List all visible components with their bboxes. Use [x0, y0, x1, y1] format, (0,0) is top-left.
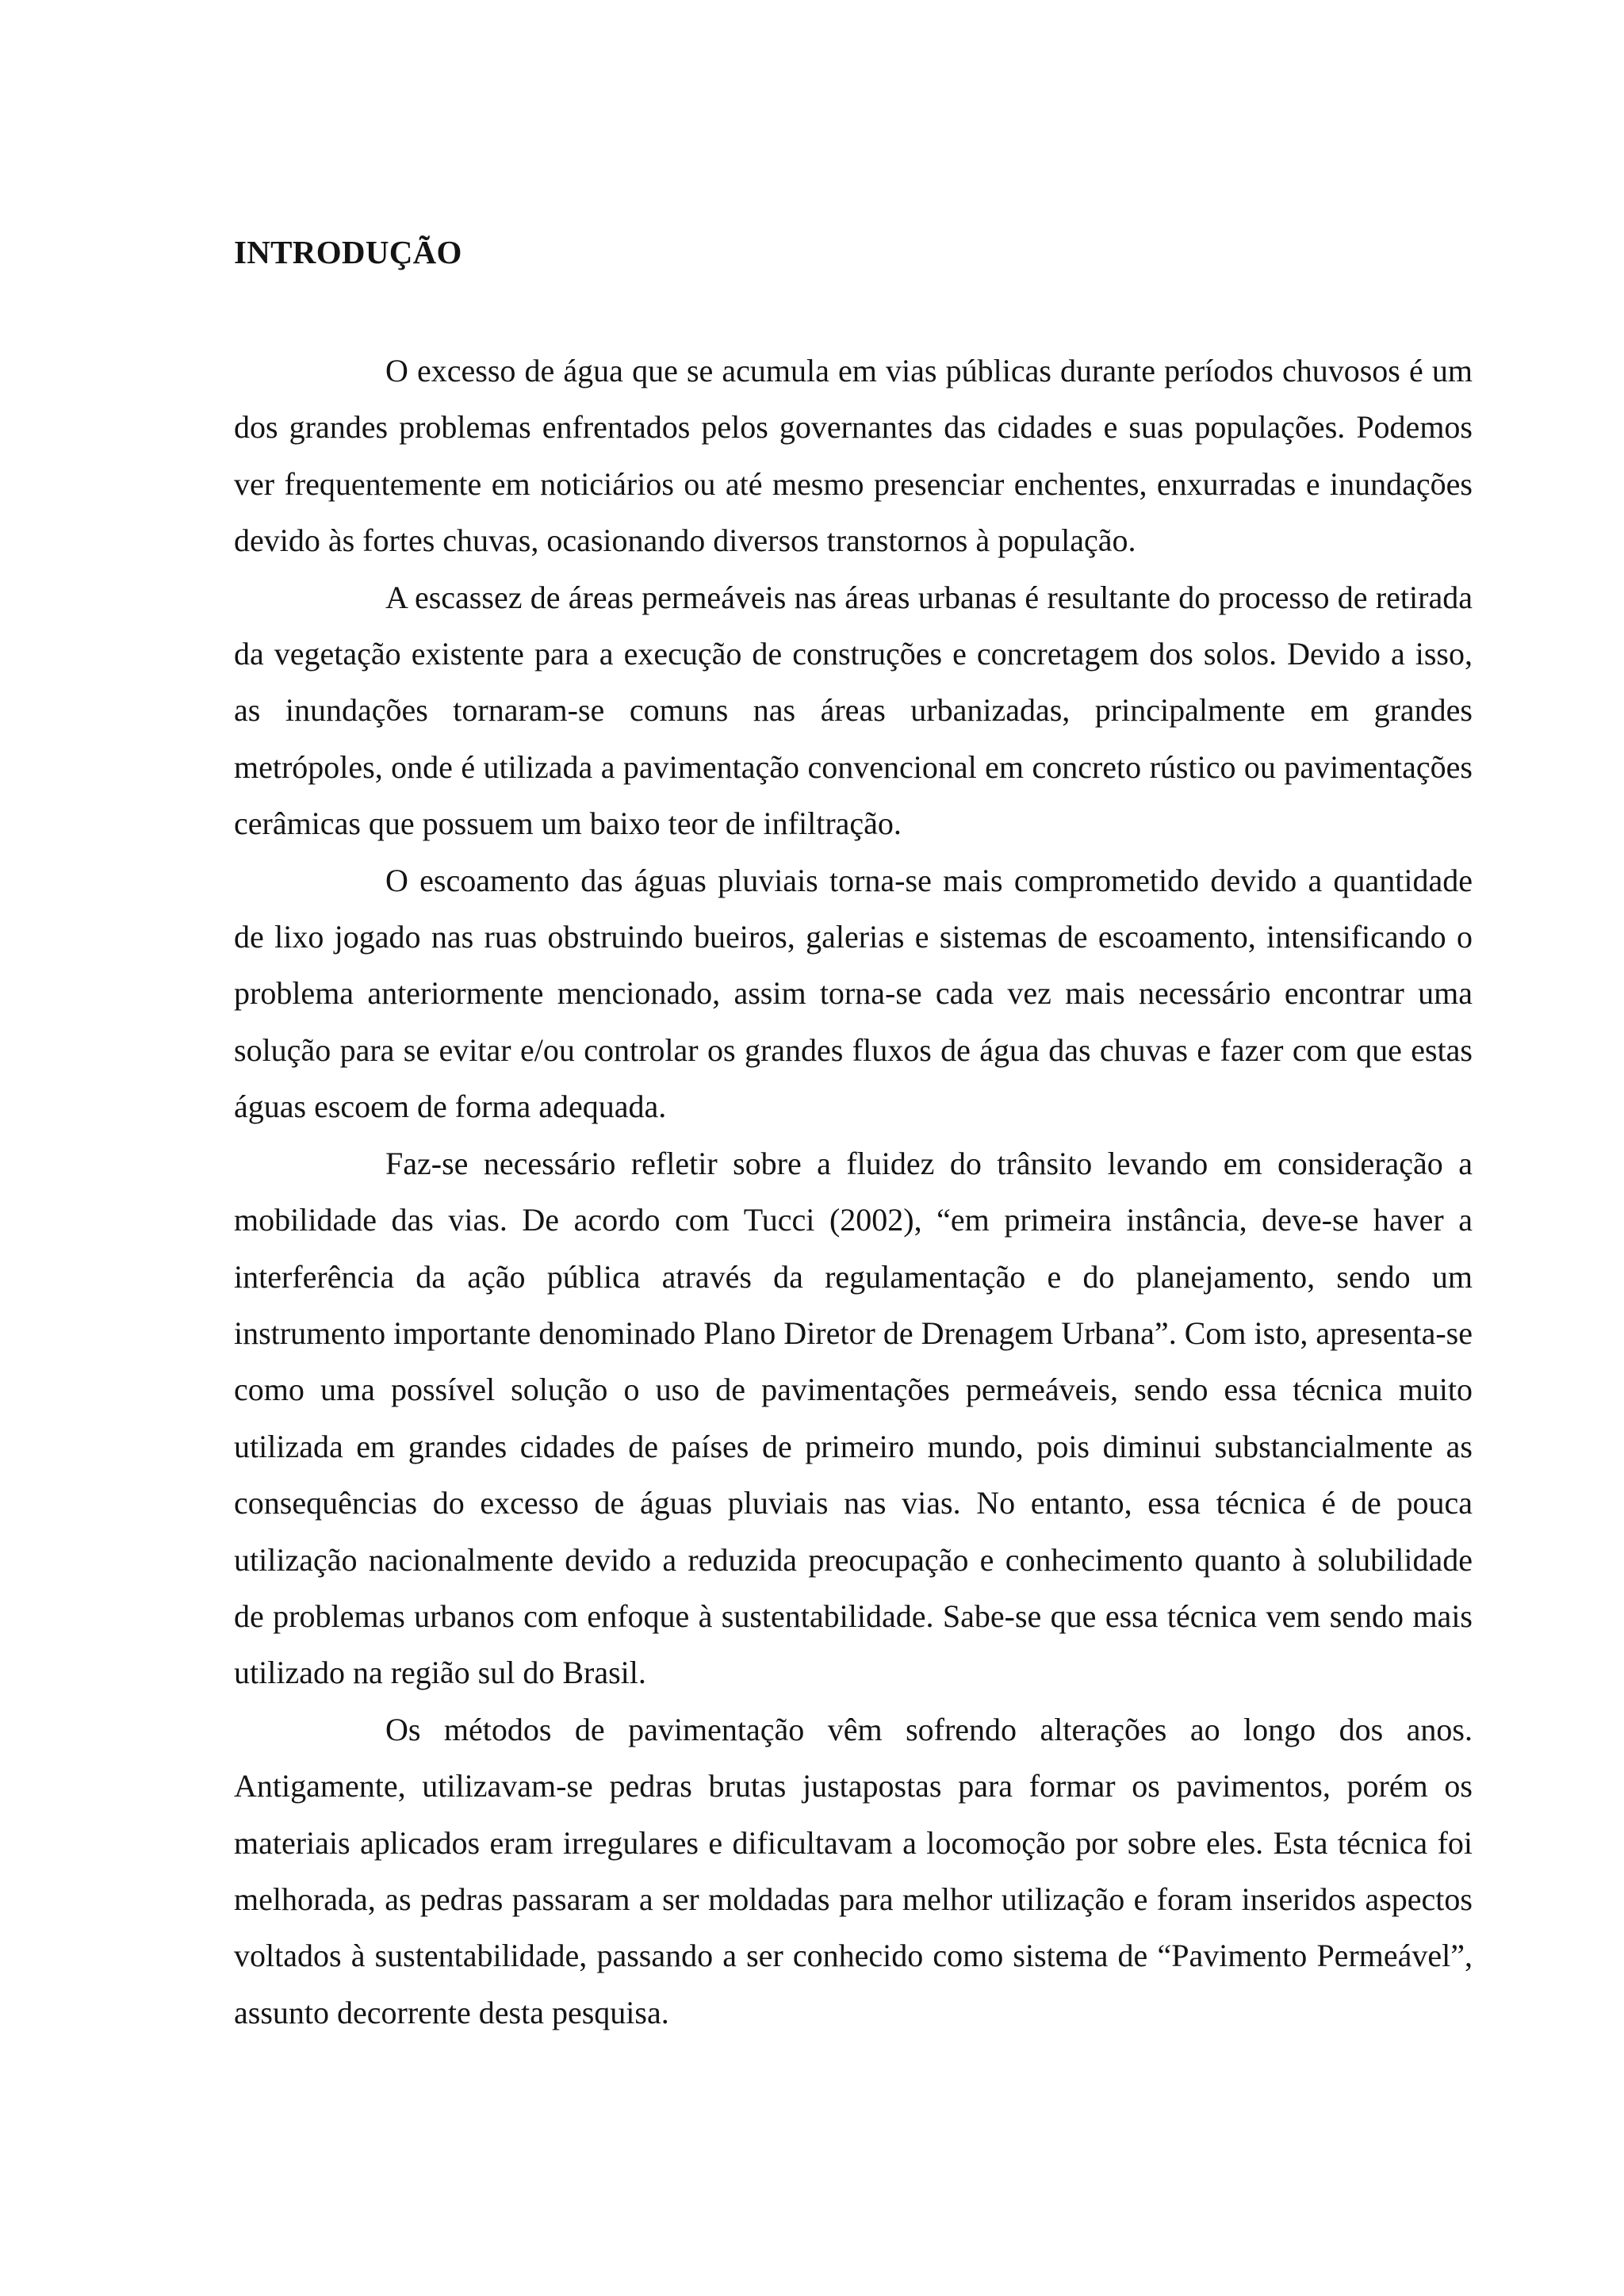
section-heading: INTRODUÇÃO — [234, 234, 462, 270]
paragraph-1: O excesso de água que se acumula em vias públicas durante períodos chuvosos é um dos grandes problemas enfrentados pelos governantes das cidades e suas populações. Podemos ver frequentemente em noticiários ou até mesmo presenciar enchentes, enxurradas e inundações devido às fortes chuvas, ocasionando diversos transtornos à população. — [234, 353, 1473, 559]
paragraph-5: Os métodos de pavimentação vêm sofrendo alterações ao longo dos anos. Antigamente, utilizavam-se pedras brutas justapostas para formar os pavimentos, porém os materiais aplicados eram irregulares e dificultavam a locomoção por sobre eles. Esta técnica foi melhorada, as pedras passaram a ser moldadas para melhor utilização e foram inseridos aspectos voltados à sustentabilidade, passando a ser conhecido como sistema de “Pavimento Permeável”, assunto decorrente desta pesquisa. — [234, 1711, 1473, 2030]
paragraph-3: O escoamento das águas pluviais torna-se mais comprometido devido a quantidade de lixo jogado nas ruas obstruindo bueiros, galerias e sistemas de escoamento, intensificando o problema anteriormente mencionado, assim torna-se cada vez mais necessário encontrar uma solução para se evitar e/ou controlar os grandes fluxos de água das chuvas e fazer com que estas águas escoem de forma adequada. — [234, 862, 1473, 1125]
body-text — [234, 342, 1473, 2041]
paragraph-2: A escassez de áreas permeáveis nas áreas urbanas é resultante do processo de retirada da vegetação existente para a execução de construções e concretagem dos solos. Devido a isso, as inundações tornaram-se comuns nas áreas urbanizadas, principalmente em grandes metrópoles, onde é utilizada a pavimentação convencional em concreto rústico ou pavimentações cerâmicas que possuem um baixo teor de infiltração. — [234, 579, 1473, 842]
paragraph-4: Faz-se necessário refletir sobre a fluidez do trânsito levando em consideração a mobilidade das vias. De acordo com Tucci (2002), “em primeira instância, deve-se haver a interferência da ação pública através da regulamentação e do planejamento, sendo um instrumento importante denominado Plano Diretor de Drenagem Urbana”. Com isto, apresenta-se como uma possível solução o uso de pavimentações permeáveis, sendo essa técnica muito utilizada em grandes cidades de países de primeiro mundo, pois diminui substancialmente as consequências do excesso de águas pluviais nas vias. No entanto, essa técnica é de pouca utilização nacionalmente devido a reduzida preocupação e conhecimento quanto à solubilidade de problemas urbanos com enfoque à sustentabilidade. Sabe-se que essa técnica vem sendo mais utilizado na região sul do Brasil. — [234, 1145, 1473, 1691]
